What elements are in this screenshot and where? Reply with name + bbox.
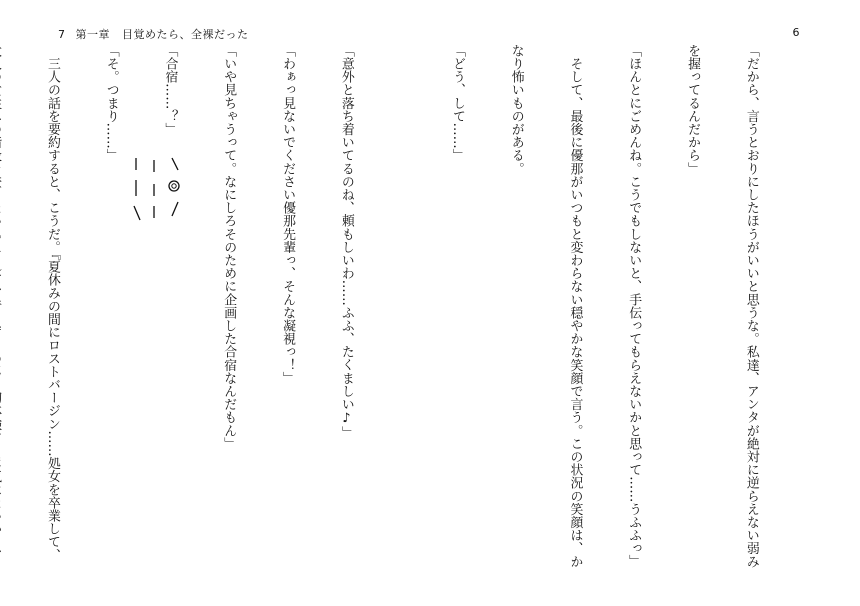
page-number: 6	[792, 26, 800, 39]
text-line: 「だから、言うとおりにしたほうがいいと思うな。私達、アンタが絶対に逆らえない弱み	[743, 44, 759, 568]
text-line: なり怖いものがある。	[508, 44, 524, 175]
chapter-label: 第一章	[75, 28, 110, 41]
body-text	[0, 44, 395, 584]
text-line: 「合宿……？」	[162, 44, 178, 136]
text-line: そして、最後に優那がいつもと変わらない穏やかな笑顔で言う。この状況の笑顔は、か	[567, 44, 583, 568]
text-line: 三人の話を要約すると、こうだ。『夏休みの間にロストバージン……処女を卒業して、	[44, 44, 60, 562]
text-line: を握ってるんだから」	[685, 44, 701, 175]
text-line: 「そ。つまり……」	[103, 44, 119, 162]
text-line: 「ほんとにごめんね。こうでもしないと、手伝ってもらえないかと思って……うふふっ」	[626, 44, 642, 568]
page-number: 7	[58, 28, 66, 41]
right-page	[430, 0, 860, 606]
text-line: 「どう、して……」	[449, 44, 465, 162]
running-header	[58, 26, 249, 42]
body-text	[430, 44, 800, 584]
chapter-title: 目覚めたら、全裸だった	[122, 28, 249, 41]
text-line	[0, 44, 3, 584]
despair-face-emoticon	[128, 150, 184, 230]
text-line: 「意外と落ち着いてるのね、頼もしいわ……ふふ、たくましい♪」	[338, 44, 354, 440]
text-line: 「いや見ちゃうって。なにしろそのために企画した合宿なんだもん」	[221, 44, 237, 451]
text-line: 「わぁっ見ないでください優那先輩っ、そんな凝視っ！」	[280, 44, 296, 385]
running-header	[793, 26, 801, 39]
